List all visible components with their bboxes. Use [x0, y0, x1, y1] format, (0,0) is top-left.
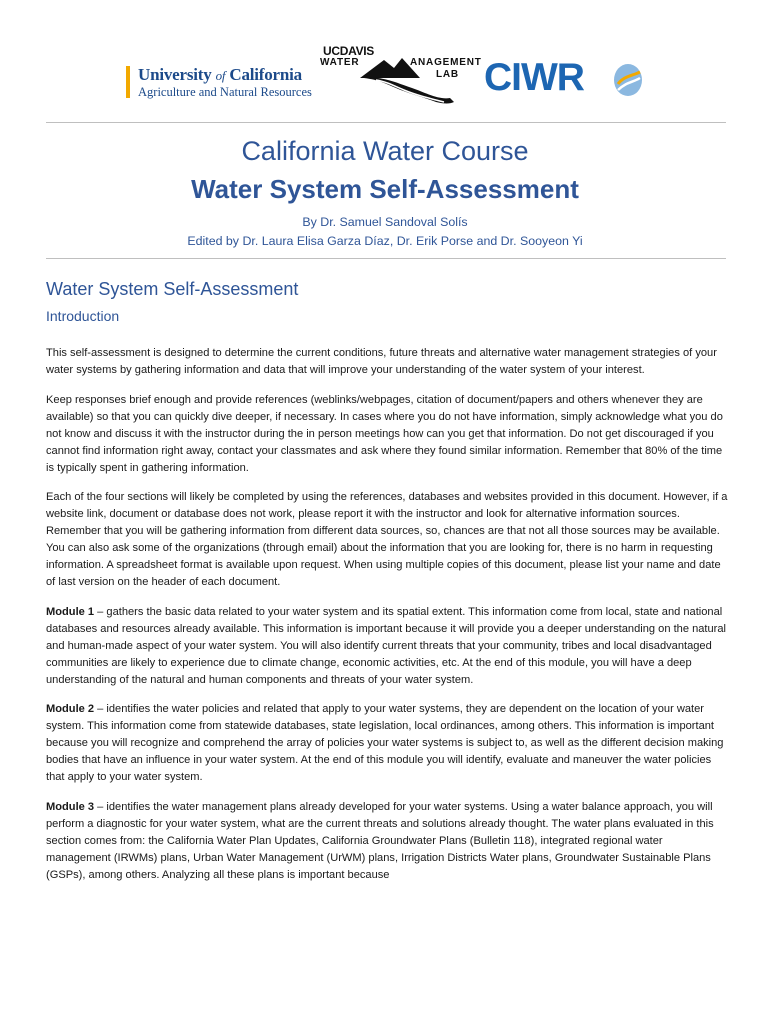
- ciwr-wordmark: CIWR: [484, 56, 584, 99]
- body-text: [46, 345, 728, 896]
- module-2-paragraph: [46, 701, 728, 786]
- ciwr-logo: [484, 58, 654, 106]
- lab-wordmark: LAB: [436, 69, 459, 80]
- water-drop-icon: [610, 62, 646, 98]
- document-title: Water System Self-Assessment: [191, 174, 579, 204]
- management-wordmark: ANAGEMENT: [410, 57, 482, 68]
- logo-accent-bar: [126, 66, 130, 98]
- module-1-paragraph: [46, 604, 728, 689]
- course-title: California Water Course: [241, 136, 529, 166]
- module-1-text: – gathers the basic data related to your water system and its spatial extent. This information come from local, state and national databases and resources already available. This information is important because it will provide you a deeper understanding on the natural and human-made aspect of your water system. You will also identify current threats that your community, tribes and local disadvantaged communities are likely to experience due to climate change, economic activities, etc. At the end of this module, you will have a deep understanding of the natural and human components and threats of your water system.: [46, 605, 727, 686]
- title-divider: [46, 258, 726, 259]
- uc-logo-name: University of California: [138, 65, 302, 84]
- module-3-text: – identifies the water management plans already developed for your water systems. Using a water balance approach, you will perform a diagnostic for your water system, what are the current threats and solutions already thought. The water plans evaluated in this section comes from: the California Water Plan Updates, California Groundwater Plans (Bulletin 118), integrated regional water management (IRWMs) plans, Urban Water Management (UrWM) plans, Irrigation Districts Water plans, Groundwater Sustainable Plans (GSPs), among others. Analyzing all these plans is important because: [46, 800, 714, 881]
- module-2-label: Module 2: [46, 703, 95, 715]
- water-wordmark: WATER: [320, 57, 360, 68]
- sections-paragraph: Each of the four sections will likely be completed by using the references, databases and websites provided in this document. However, if a website link, document or database does not work, please report it with the instructor and look for alternative information sources. Remember that you will be gathering information from different data sources, so, chances are that not all those sources may be available. You can also ask some of the organizations (through email) about the information that you are looking for, there is no harm in requesting information. A spreadsheet format is available upon request. When using multiple copies of this document, please list your name and date of last version on the header of each document.: [46, 491, 728, 588]
- author-line: By Dr. Samuel Sandoval Solís: [302, 215, 468, 229]
- header-divider: [46, 122, 726, 123]
- uc-logo-division: Agriculture and Natural Resources: [138, 85, 312, 99]
- module-2-text: – identifies the water policies and related that apply to your water systems, they are dependent on the location of your water system. This information come from statewide databases, state legislation, local ordinances, among others. This information is important because you will recognize and comprehend the array of policies your water systems is subject to, as well as the different decision making bodies that have an influence in your water system. At the end of this module you will identify, evaluate and maneuver the water policies that apply to your water system.: [46, 703, 724, 783]
- editors-line: Edited by Dr. Laura Elisa Garza Díaz, Dr. Erik Porse and Dr. Sooyeon Yi: [187, 234, 583, 248]
- ucdavis-wordmark: UCDAVIS: [323, 44, 375, 58]
- section-heading: Water System Self-Assessment: [46, 279, 299, 299]
- subsection-heading: Introduction: [46, 308, 120, 324]
- intro-paragraph: This self-assessment is designed to determine the current conditions, future threats and alternative water management strategies of your water systems by gathering information and data that will improve your understanding of the water system of your interest.: [46, 347, 717, 376]
- module-3-paragraph: [46, 799, 728, 884]
- water-management-lab-logo: [320, 44, 482, 106]
- responses-paragraph: Keep responses brief enough and provide references (weblinks/webpages, citation of document/papers and others whenever they are available) so that you can quickly dive deeper, if necessary. In cases where you do not have information, simply acknowledge what you do not know and discuss it with the instructor during the in person meetings how can you get that information. Do not get discouraged if you cannot find information right away, contact your classmates and ask where they found similar information. Remember that 80% of the time is typically spent in gathering information.: [46, 393, 723, 474]
- module-3-label: Module 3: [46, 800, 95, 813]
- module-1-label: Module 1: [46, 605, 95, 618]
